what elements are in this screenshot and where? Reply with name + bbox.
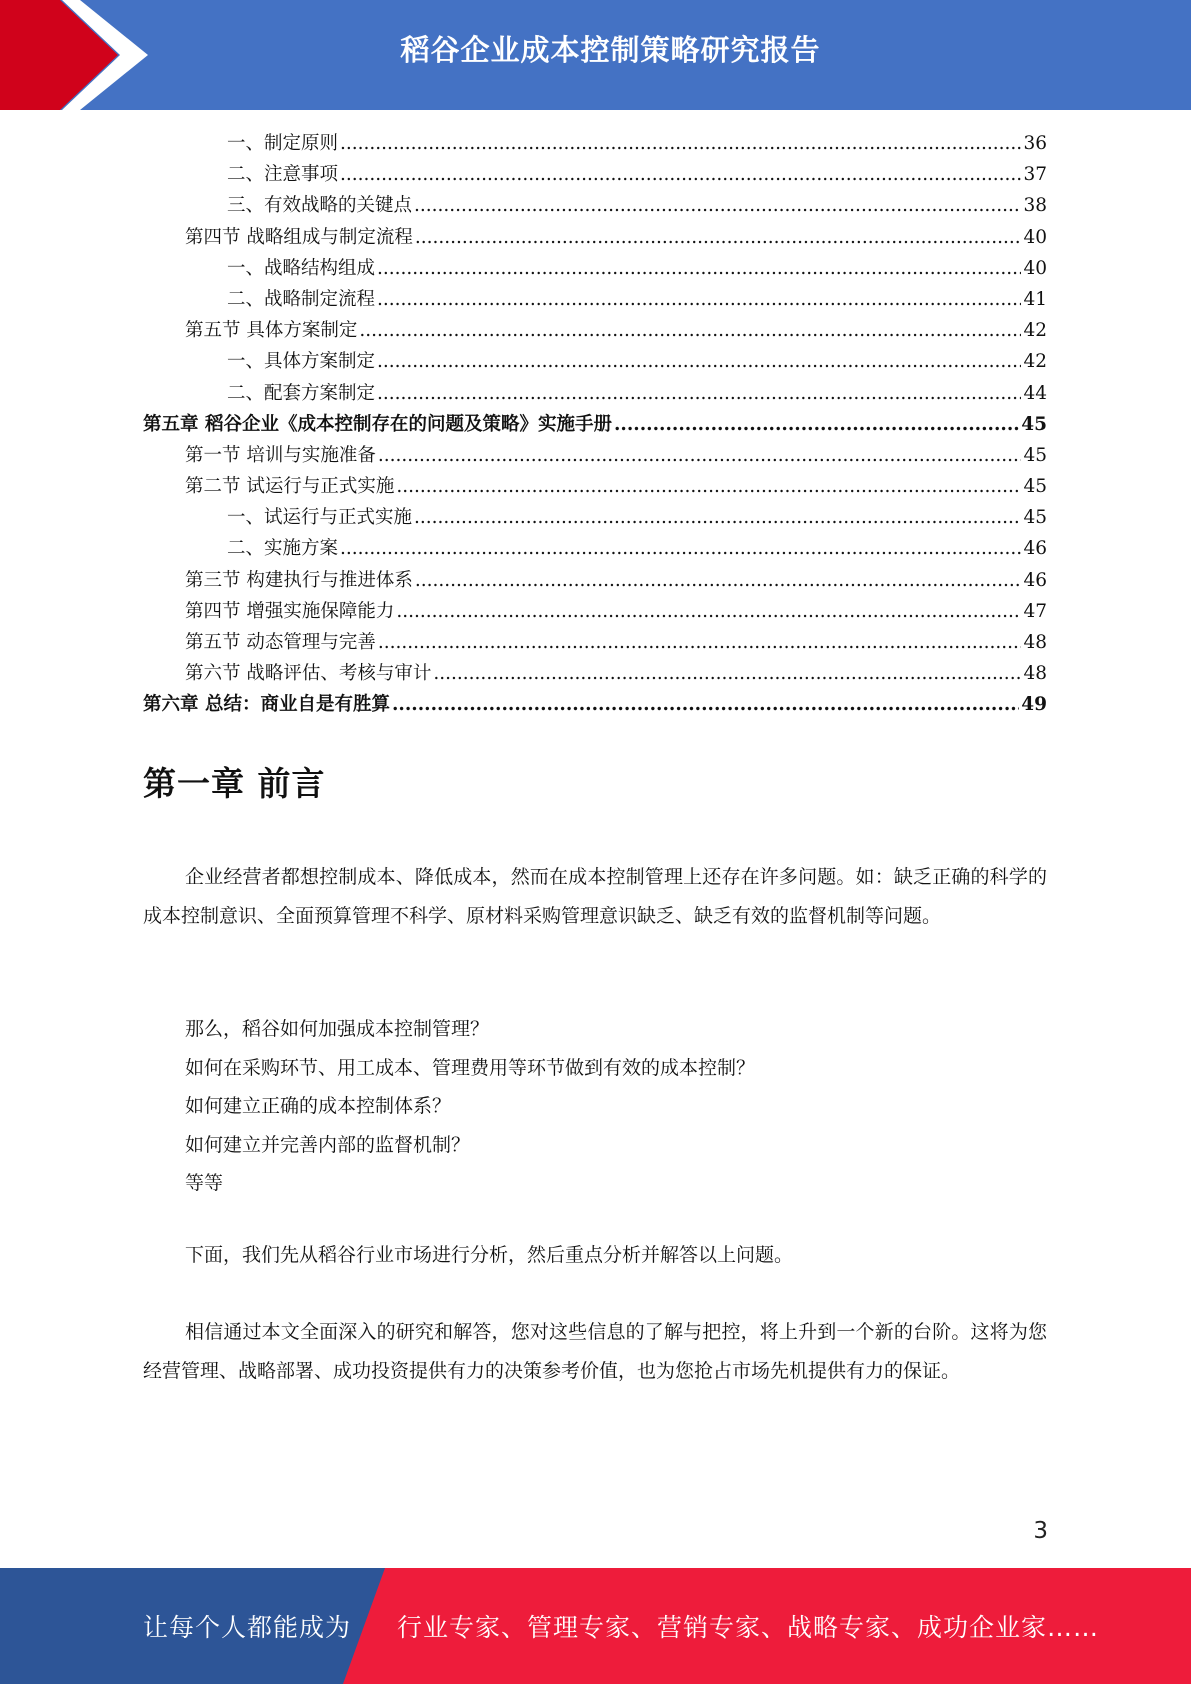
toc-entry-page: 46 <box>1023 538 1047 560</box>
toc-entry-title: 第五章 稻谷企业《成本控制存在的问题及策略》实施手册 <box>143 413 612 435</box>
toc-dot-leader <box>340 128 1021 159</box>
toc-entry[interactable] <box>143 159 1047 190</box>
toc-dot-leader <box>415 222 1022 253</box>
toc-dot-leader <box>377 378 1021 409</box>
toc-entry-title: 二、战略制定流程 <box>227 288 376 310</box>
intro-paragraph: 企业经营者都想控制成本、降低成本，然而在成本控制管理上还存在许多问题。如：缺乏正确的科学的成本控制意识、全面预算管理不科学、原材料采购管理意识缺乏、缺乏有效的监督机制等问题。 <box>143 866 1047 927</box>
toc-entry-page: 45 <box>1021 413 1047 435</box>
toc-entry-title: 二、实施方案 <box>227 538 339 560</box>
toc-entry-title: 第三节 构建执行与推进体系 <box>185 569 413 591</box>
toc-entry[interactable] <box>143 565 1047 596</box>
toc-entry-title: 三、有效战略的关键点 <box>227 195 413 217</box>
toc-entry[interactable] <box>143 128 1047 159</box>
toc-dot-leader <box>377 253 1021 284</box>
toc-entry[interactable] <box>143 378 1047 409</box>
page-number: 3 <box>1033 1518 1048 1544</box>
toc-entry[interactable] <box>143 253 1047 284</box>
toc-entry[interactable] <box>143 658 1047 689</box>
question-item: 那么，稻谷如何加强成本控制管理？ <box>185 1018 490 1040</box>
toc-entry-title: 第一节 培训与实施准备 <box>185 444 376 466</box>
toc-entry[interactable] <box>143 409 1047 440</box>
toc-entry-page: 46 <box>1023 569 1047 591</box>
analysis-paragraph: 下面，我们先从稻谷行业市场进行分析，然后重点分析并解答以上问题。 <box>185 1244 794 1266</box>
question-item: 如何建立正确的成本控制体系？ <box>185 1095 452 1117</box>
toc-dot-leader <box>433 658 1021 689</box>
toc-dot-leader <box>415 565 1022 596</box>
question-item: 如何建立并完善内部的监督机制？ <box>185 1133 471 1156</box>
toc-entry[interactable] <box>143 533 1047 564</box>
question-list <box>185 1010 755 1203</box>
toc-entry-title: 一、战略结构组成 <box>227 257 376 279</box>
toc-entry-page: 42 <box>1023 320 1047 342</box>
toc-entry-page: 40 <box>1023 257 1047 279</box>
toc-entry[interactable] <box>143 222 1047 253</box>
page-footer <box>0 1568 1191 1684</box>
toc-entry-title: 一、试运行与正式实施 <box>227 507 413 529</box>
toc-dot-leader <box>340 159 1021 190</box>
toc-dot-leader <box>377 284 1021 315</box>
report-title: 稻谷企业成本控制策略研究报告 <box>400 33 821 67</box>
toc-dot-leader <box>340 533 1021 564</box>
toc-entry-title: 一、具体方案制定 <box>227 351 376 373</box>
chapter-title: 第一章 前言 <box>143 764 326 803</box>
toc-dot-leader <box>614 409 1019 440</box>
toc-entry-page: 45 <box>1023 444 1047 466</box>
toc-dot-leader <box>392 689 1019 720</box>
question-item: 如何在采购环节、用工成本、管理费用等环节做到有效的成本控制？ <box>185 1056 756 1079</box>
toc-entry-page: 44 <box>1023 382 1047 404</box>
toc-dot-leader <box>378 627 1022 658</box>
toc-entry-page: 48 <box>1023 632 1047 653</box>
toc-entry[interactable] <box>143 471 1047 502</box>
toc-entry[interactable] <box>143 315 1047 346</box>
toc-entry-title: 第六节 战略评估、考核与审计 <box>185 663 432 685</box>
toc-entry-page: 48 <box>1023 663 1047 685</box>
toc-entry[interactable] <box>143 627 1047 658</box>
footer-slogan-right: 行业专家、管理专家、营销专家、战略专家、成功企业家…… <box>397 1613 1100 1642</box>
toc-entry-page: 42 <box>1023 351 1047 373</box>
toc-entry-title: 第五节 具体方案制定 <box>185 320 358 342</box>
toc-entry-page: 45 <box>1023 476 1047 498</box>
question-item: 等等 <box>185 1172 224 1194</box>
toc-entry-page: 37 <box>1023 164 1047 186</box>
toc-entry-title: 第五节 动态管理与完善 <box>185 632 376 653</box>
toc-dot-leader <box>396 471 1021 502</box>
conclusion-paragraph: 相信通过本文全面深入的研究和解答，您对这些信息的了解与把控，将上升到一个新的台阶。这将为您经营管理、战略部署、成功投资提供有力的决策参考价值，也为您抢占市场先机提供有力的保证。 <box>143 1321 1047 1382</box>
toc-entry-title: 第四节 战略组成与制定流程 <box>185 226 413 248</box>
toc-entry-page: 38 <box>1023 195 1047 217</box>
footer-slogan-left: 让每个人都能成为 <box>143 1613 352 1642</box>
toc-dot-leader <box>359 315 1021 346</box>
toc-entry-page: 49 <box>1021 694 1047 716</box>
toc-entry[interactable] <box>143 440 1047 471</box>
toc-entry-title: 第二节 试运行与正式实施 <box>185 476 395 498</box>
toc-dot-leader <box>414 502 1021 533</box>
toc-entry[interactable] <box>143 689 1047 720</box>
toc-entry[interactable] <box>143 346 1047 377</box>
toc-entry-page: 40 <box>1023 226 1047 248</box>
toc-entry[interactable] <box>143 502 1047 533</box>
toc-entry[interactable] <box>143 596 1047 627</box>
toc-entry-title: 一、制定原则 <box>227 133 339 154</box>
toc-entry-title: 第四节 增强实施保障能力 <box>185 600 395 622</box>
toc-entry-title: 第六章 总结：商业自是有胜算 <box>143 694 390 716</box>
toc-entry[interactable] <box>143 284 1047 315</box>
table-of-contents <box>143 128 1047 721</box>
toc-entry-page: 47 <box>1023 600 1047 622</box>
toc-dot-leader <box>414 190 1021 221</box>
toc-entry-title: 二、配套方案制定 <box>227 382 376 404</box>
toc-dot-leader <box>377 346 1021 377</box>
page-header <box>0 0 1191 110</box>
toc-entry-page: 45 <box>1023 507 1047 529</box>
toc-entry-page: 36 <box>1023 133 1047 154</box>
toc-entry[interactable] <box>143 190 1047 221</box>
toc-dot-leader <box>396 596 1021 627</box>
toc-entry-page: 41 <box>1023 288 1047 310</box>
toc-dot-leader <box>378 440 1022 471</box>
toc-entry-title: 二、注意事项 <box>227 164 339 186</box>
